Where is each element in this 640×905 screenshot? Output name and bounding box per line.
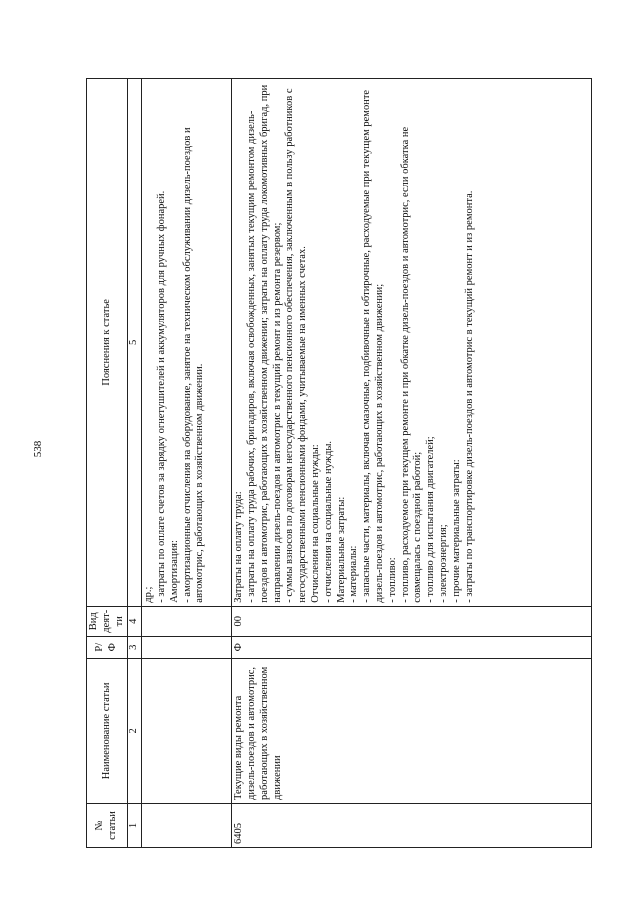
rf-cell: Ф xyxy=(232,636,592,658)
table-row xyxy=(142,79,232,848)
explanation-line: Затраты на оплату труда: xyxy=(233,491,245,603)
header-rf: Р/ Ф xyxy=(87,636,128,658)
table-header-row xyxy=(87,79,128,848)
item-name-cell: Текущие виды ремонта дизель-поездов и автомотрис, работающих в хозяйственном движении xyxy=(232,658,592,803)
explanation-line: - топливо, расходуемое при текущем ремонте и при обкатке дизель-поездов и автомотрис, если обкатка не совмещалась с поездной работой; xyxy=(399,126,424,603)
header-explanation: Пояснения к статье xyxy=(87,79,128,607)
explanation-line: - материалы: xyxy=(348,545,360,603)
column-number: 4 xyxy=(128,606,142,636)
explanation-line: - затраты на оплату труда рабочих, бригадиров, включая освобожденных, занятых текущим ремонтом дизель-поездов и автомотрис, работающих в хозяйственном движении; затраты на оплату труда локомотивных бригад, при направлении дизель-поездов и автомотрис в текущий ремонт и из ремонта резервом; xyxy=(245,84,283,603)
explanation-line: Амортизация: xyxy=(168,540,180,603)
explanation-line: др.; xyxy=(143,586,155,603)
explanation-line: Отчисления на социальные нужды: xyxy=(309,444,321,603)
explanation-cell xyxy=(142,79,232,607)
header-activity-type: Вид деят-ти xyxy=(87,606,128,636)
explanation-line: - топливо: xyxy=(386,557,398,603)
explanation-line: - суммы взносов по договорам негосударственного пенсионного обеспечения, заключенным в пользу работников с негосударственными пенсионными фондами, учитываемые на именных счетах. xyxy=(284,88,309,603)
activity-type-cell xyxy=(142,606,232,636)
explanation-line: - электроэнергия; xyxy=(437,524,449,603)
header-item-name: Наименование статьи xyxy=(87,658,128,803)
activity-type-cell: 00 xyxy=(232,606,592,636)
column-number-row xyxy=(128,79,142,848)
column-number: 1 xyxy=(128,803,142,847)
item-number-cell xyxy=(142,803,232,847)
header-item-number: № статьи xyxy=(87,803,128,847)
explanation-line: - запасные части, материалы, включая смазочные, подбивочные и обтирочные, расходуемые при текущем ремонте дизель-поездов и автомотрис, работающих в хозяйственном движении; xyxy=(361,89,385,603)
page-number: 538 xyxy=(32,440,44,458)
explanation-line: - амортизационные отчисления на оборудование, занятое на техническом обслуживании дизель-поездов и автомотрис, работающих в хозяйственном движении. xyxy=(181,127,206,603)
column-number: 5 xyxy=(128,79,142,607)
explanation-line: - затраты по оплате счетов за зарядку огнетушителей и аккумуляторов для ручных фонарей. xyxy=(155,190,167,603)
explanation-cell xyxy=(232,79,592,607)
item-number-cell: 6405 xyxy=(232,803,592,847)
explanation-line: - топливо для испытания двигателей; xyxy=(425,436,437,603)
column-number: 2 xyxy=(128,658,142,803)
explanation-line: - прочие материальные затраты: xyxy=(450,459,462,603)
rotated-table-container xyxy=(86,78,592,848)
explanation-line: Материальные затраты: xyxy=(335,496,347,603)
rf-cell xyxy=(142,636,232,658)
explanation-line: - отчисления на социальные нужды. xyxy=(322,440,334,603)
item-name-cell xyxy=(142,658,232,803)
cost-items-table xyxy=(86,78,592,848)
column-number: 3 xyxy=(128,636,142,658)
explanation-line: - затраты по транспортировке дизель-поездов и автомотрис в текущий ремонт и из ремонта. xyxy=(463,190,475,603)
table-row xyxy=(232,79,592,848)
